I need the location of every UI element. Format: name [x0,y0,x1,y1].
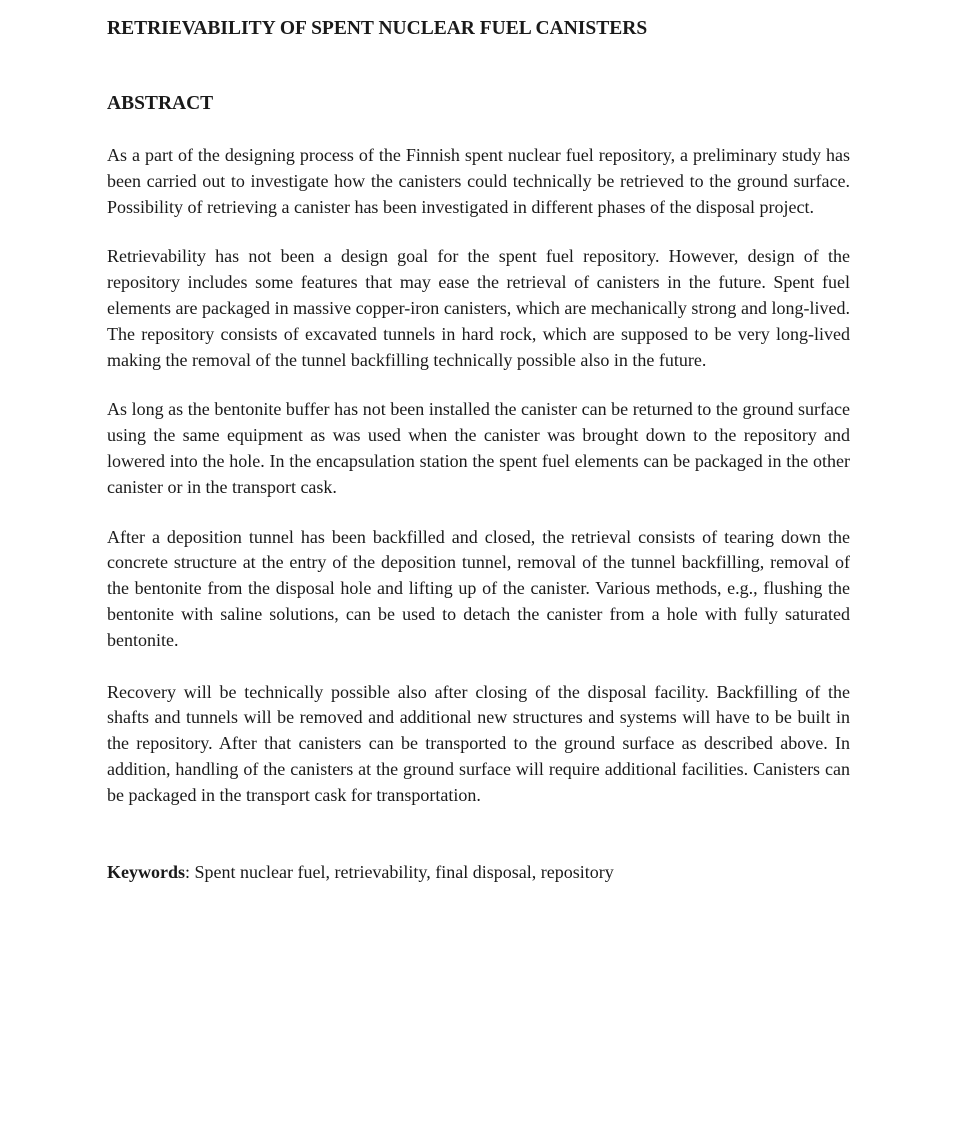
abstract-paragraph-4: After a deposition tunnel has been backfilled and closed, the retrieval consists of tearing down the concrete structure at the entry of the deposition tunnel, removal of the tunnel backfilling, removal of the bentonite from the disposal hole and lifting up of the canister. Various methods, e.g., flushing the bentonite with saline solutions, can be used to detach the canister from a hole with fully saturated bentonite. [107,526,850,650]
abstract-paragraph-3: As long as the bentonite buffer has not been installed the canister can be returned to the ground surface using the same equipment as was used when the canister was brought down to the repository and lowered into the hole. In the encapsulation station the spent fuel elements can be packaged in the other canister or in the transport cask. [107,399,850,497]
abstract-paragraph-1: As a part of the designing process of the Finnish spent nuclear fuel repository, a preliminary study has been carried out to investigate how the canisters could technically be retrieved to the ground surface. Possibility of retrieving a canister has been investigated in different phases of the disposal project. [107,145,850,217]
keywords-label: Keywords [107,861,185,882]
abstract-paragraph-2: Retrievability has not been a design goal for the spent fuel repository. However, design of the repository includes some features that may ease the retrieval of canisters in the future. Spent fuel elements are packaged in massive copper-iron canisters, which are mechanically strong and long-lived. The repository consists of excavated tunnels in hard rock, which are supposed to be very long-lived making the removal of the tunnel backfilling technically possible also in the future. [107,246,850,370]
abstract-paragraph-5: Recovery will be technically possible also after closing of the disposal facility. Backfilling of the shafts and tunnels will be removed and additional new structures and systems will have to be built in the repository. After that canisters can be transported to the ground surface as described above. In addition, handling of the canisters at the ground surface will require additional facilities. Canisters can be packaged in the transport cask for transportation. [107,681,850,805]
abstract-heading: ABSTRACT [107,93,214,114]
keywords-line [107,859,850,885]
keywords-separator: : [185,861,195,882]
keywords-text: Spent nuclear fuel, retrievability, final disposal, repository [194,861,614,882]
document-title: RETRIEVABILITY OF SPENT NUCLEAR FUEL CANISTERS [107,18,648,39]
